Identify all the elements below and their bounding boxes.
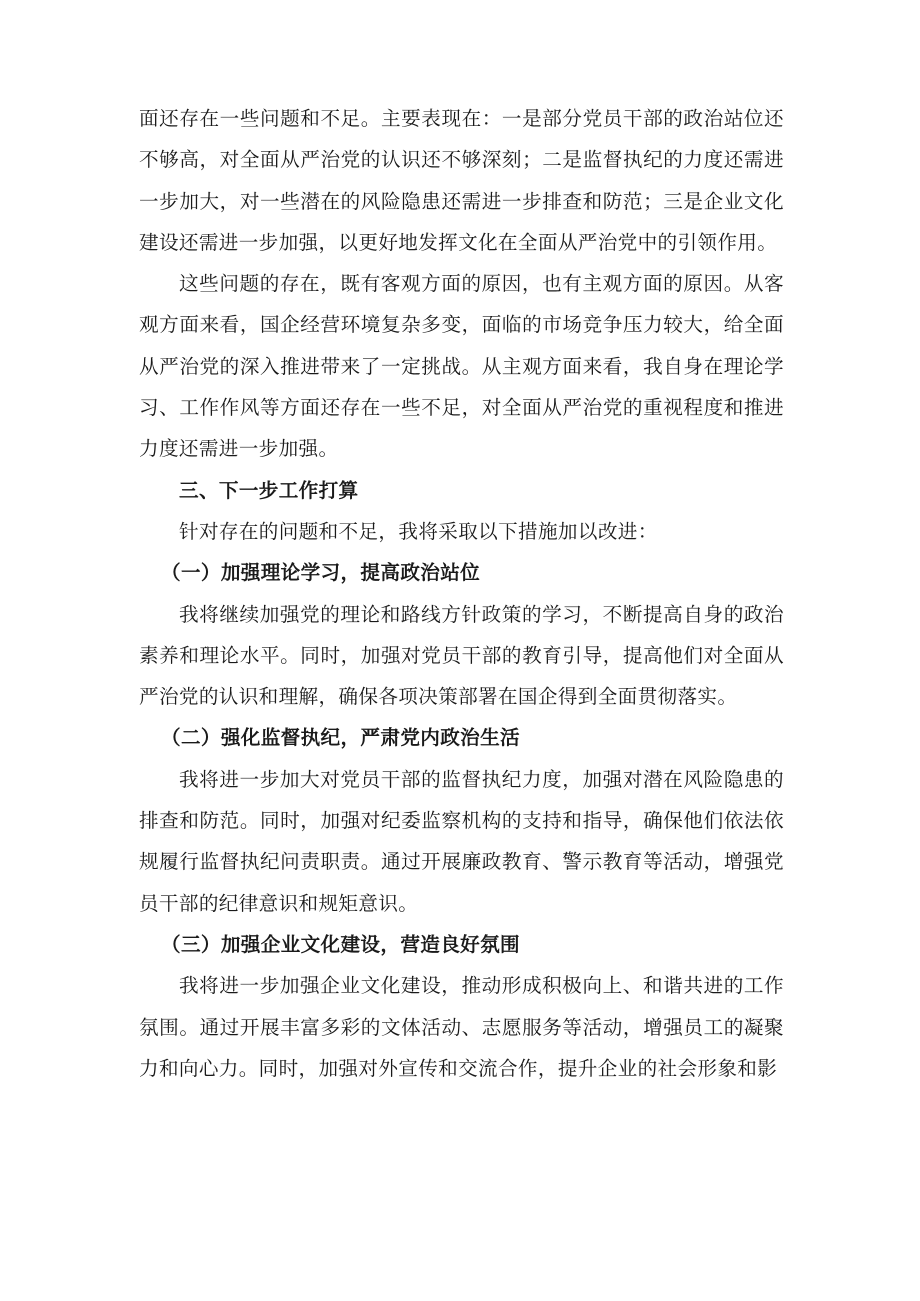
subheading-theory-study: （一）加强理论学习，提高政治站位: [161, 561, 481, 585]
subheading-supervision: （二）强化监督执纪，严肃党内政治生活: [161, 726, 520, 750]
paragraph-supervision: 我将进一步加大对党员干部的监督执纪力度，加强对潜在风险隐患的排查和防范。同时，加强对纪委监察机构的支持和指导，确保他们依法依规履行监督执纪问责职责。通过开展廉政教育、警示教育等活动，增强党员干部的纪律意识和规矩意识。: [139, 767, 784, 915]
paragraph-problems-continued: 面还存在一些问题和不足。主要表现在：一是部分党员干部的政治站位还不够高，对全面从严治党的认识还不够深刻；二是监督执纪的力度还需进一步加大，对一些潜在的风险隐患还需进一步排查和防范；三是企业文化建设还需进一步加强，以更好地发挥文化在全面从严治党中的引领作用。: [139, 107, 784, 254]
section-heading-next-steps: 三、下一步工作打算: [179, 478, 359, 502]
paragraph-corporate-culture: 我将进一步加强企业文化建设，推动形成积极向上、和谐共进的工作氛围。通过开展丰富多彩的文体活动、志愿服务等活动，增强员工的凝聚力和向心力。同时，加强对外宣传和交流合作，提升企业的社会形象和影: [139, 974, 784, 1080]
subheading-corporate-culture: （三）加强企业文化建设，营造良好氛围: [161, 932, 520, 956]
paragraph-theory-study: 我将继续加强党的理论和路线方针政策的学习，不断提高自身的政治素养和理论水平。同时，加强对党员干部的教育引导，提高他们对全面从严治党的认识和理解，确保各项决策部署在国企得到全面贯彻落实。: [139, 602, 784, 709]
paragraph-causes: 这些问题的存在，既有客观方面的原因，也有主观方面的原因。从客观方面来看，国企经营环境复杂多变，面临的市场竞争压力较大，给全面从严治党的深入推进带来了一定挑战。从主观方面来看，我自身在理论学习、工作作风等方面还存在一些不足，对全面从严治党的重视程度和推进力度还需进一步加强。: [139, 272, 784, 461]
paragraph-measures-intro: 针对存在的问题和不足，我将采取以下措施加以改进：: [179, 519, 658, 543]
document-body: [139, 98, 784, 1089]
